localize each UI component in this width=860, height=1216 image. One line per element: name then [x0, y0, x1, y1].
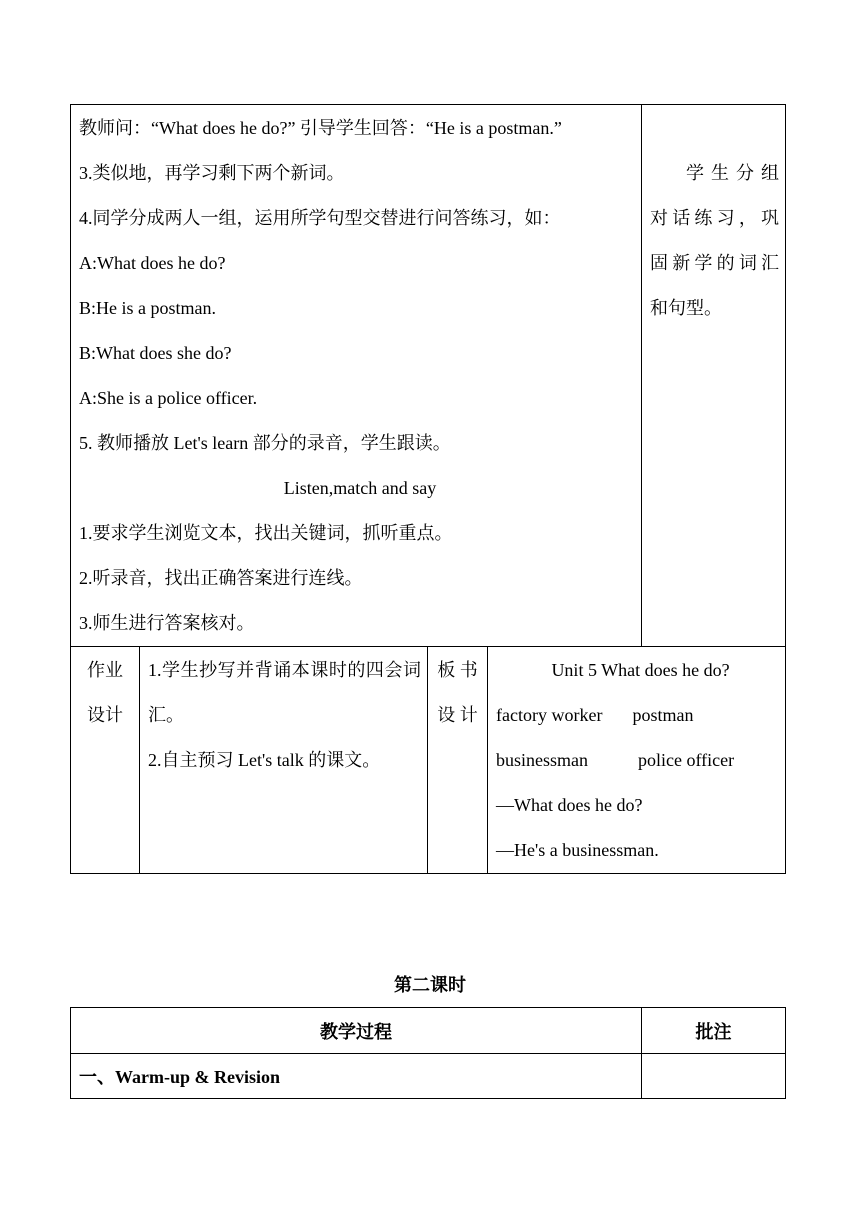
board-dialog-line: —He's a businessman. [496, 840, 659, 860]
process-line: 1.要求学生浏览文本，找出关键词，抓听重点。 [79, 523, 453, 543]
process-line: 5. 教师播放 Let's learn 部分的录音，学生跟读。 [79, 433, 451, 453]
section-heading: 一、Warm-up & Revision [71, 1054, 642, 1099]
process-line: 4.同学分成两人一组，运用所学句型交替进行问答练习，如： [79, 208, 561, 228]
homework-label: 设计 [87, 705, 123, 725]
board-word: police officer [638, 750, 735, 770]
homework-content-cell [140, 647, 428, 874]
board-content-cell [488, 647, 786, 874]
lesson-plan-table [70, 104, 786, 874]
process-line: A:She is a police officer. [79, 388, 258, 408]
process-line: B:What does she do? [79, 343, 232, 363]
board-word: postman [632, 705, 694, 725]
process-line: 3.师生进行答案核对。 [79, 613, 255, 633]
homework-label: 作业 [87, 660, 123, 680]
homework-label-cell [71, 647, 140, 874]
process-line: 2.听录音，找出正确答案进行连线。 [79, 568, 363, 588]
side-note-cell [642, 105, 786, 647]
side-note-line: 对话练习，巩 [650, 208, 780, 228]
homework-item: 2.自主预习 Let's talk 的课文。 [148, 750, 381, 770]
process-line: A:What does he do? [79, 253, 226, 273]
board-label: 板 书 [437, 660, 478, 680]
board-word: businessman [496, 750, 588, 770]
lesson2-table [70, 1007, 786, 1099]
board-dialog-line: —What does he do? [496, 795, 643, 815]
process-line: B:He is a postman. [79, 298, 216, 318]
homework-item: 1.学生抄写并背诵本课时的四会词汇。 [148, 660, 421, 725]
process-subheading: Listen,match and say [283, 478, 437, 498]
process-line: 3.类似地，再学习剩下两个新词。 [79, 163, 345, 183]
process-line: 教师问：“What does he do?” 引导学生回答：“He is a postman.” [79, 118, 562, 138]
side-note-line: 学生分组 [686, 163, 780, 183]
teaching-process-cell [71, 105, 642, 647]
board-label-cell [428, 647, 488, 874]
board-label: 设 计 [437, 705, 478, 725]
lesson-title: 第二课时 [394, 975, 466, 995]
board-title: Unit 5 What does he do? [551, 660, 730, 680]
board-words-row [496, 738, 785, 783]
header-process: 教学过程 [71, 1008, 642, 1054]
header-notes: 批注 [642, 1008, 786, 1054]
side-note-line: 和句型。 [650, 298, 723, 318]
side-note-line: 固新学的词汇 [650, 253, 780, 273]
notes-cell [642, 1054, 786, 1099]
board-words-row [496, 693, 785, 738]
board-word: factory worker [496, 705, 603, 725]
